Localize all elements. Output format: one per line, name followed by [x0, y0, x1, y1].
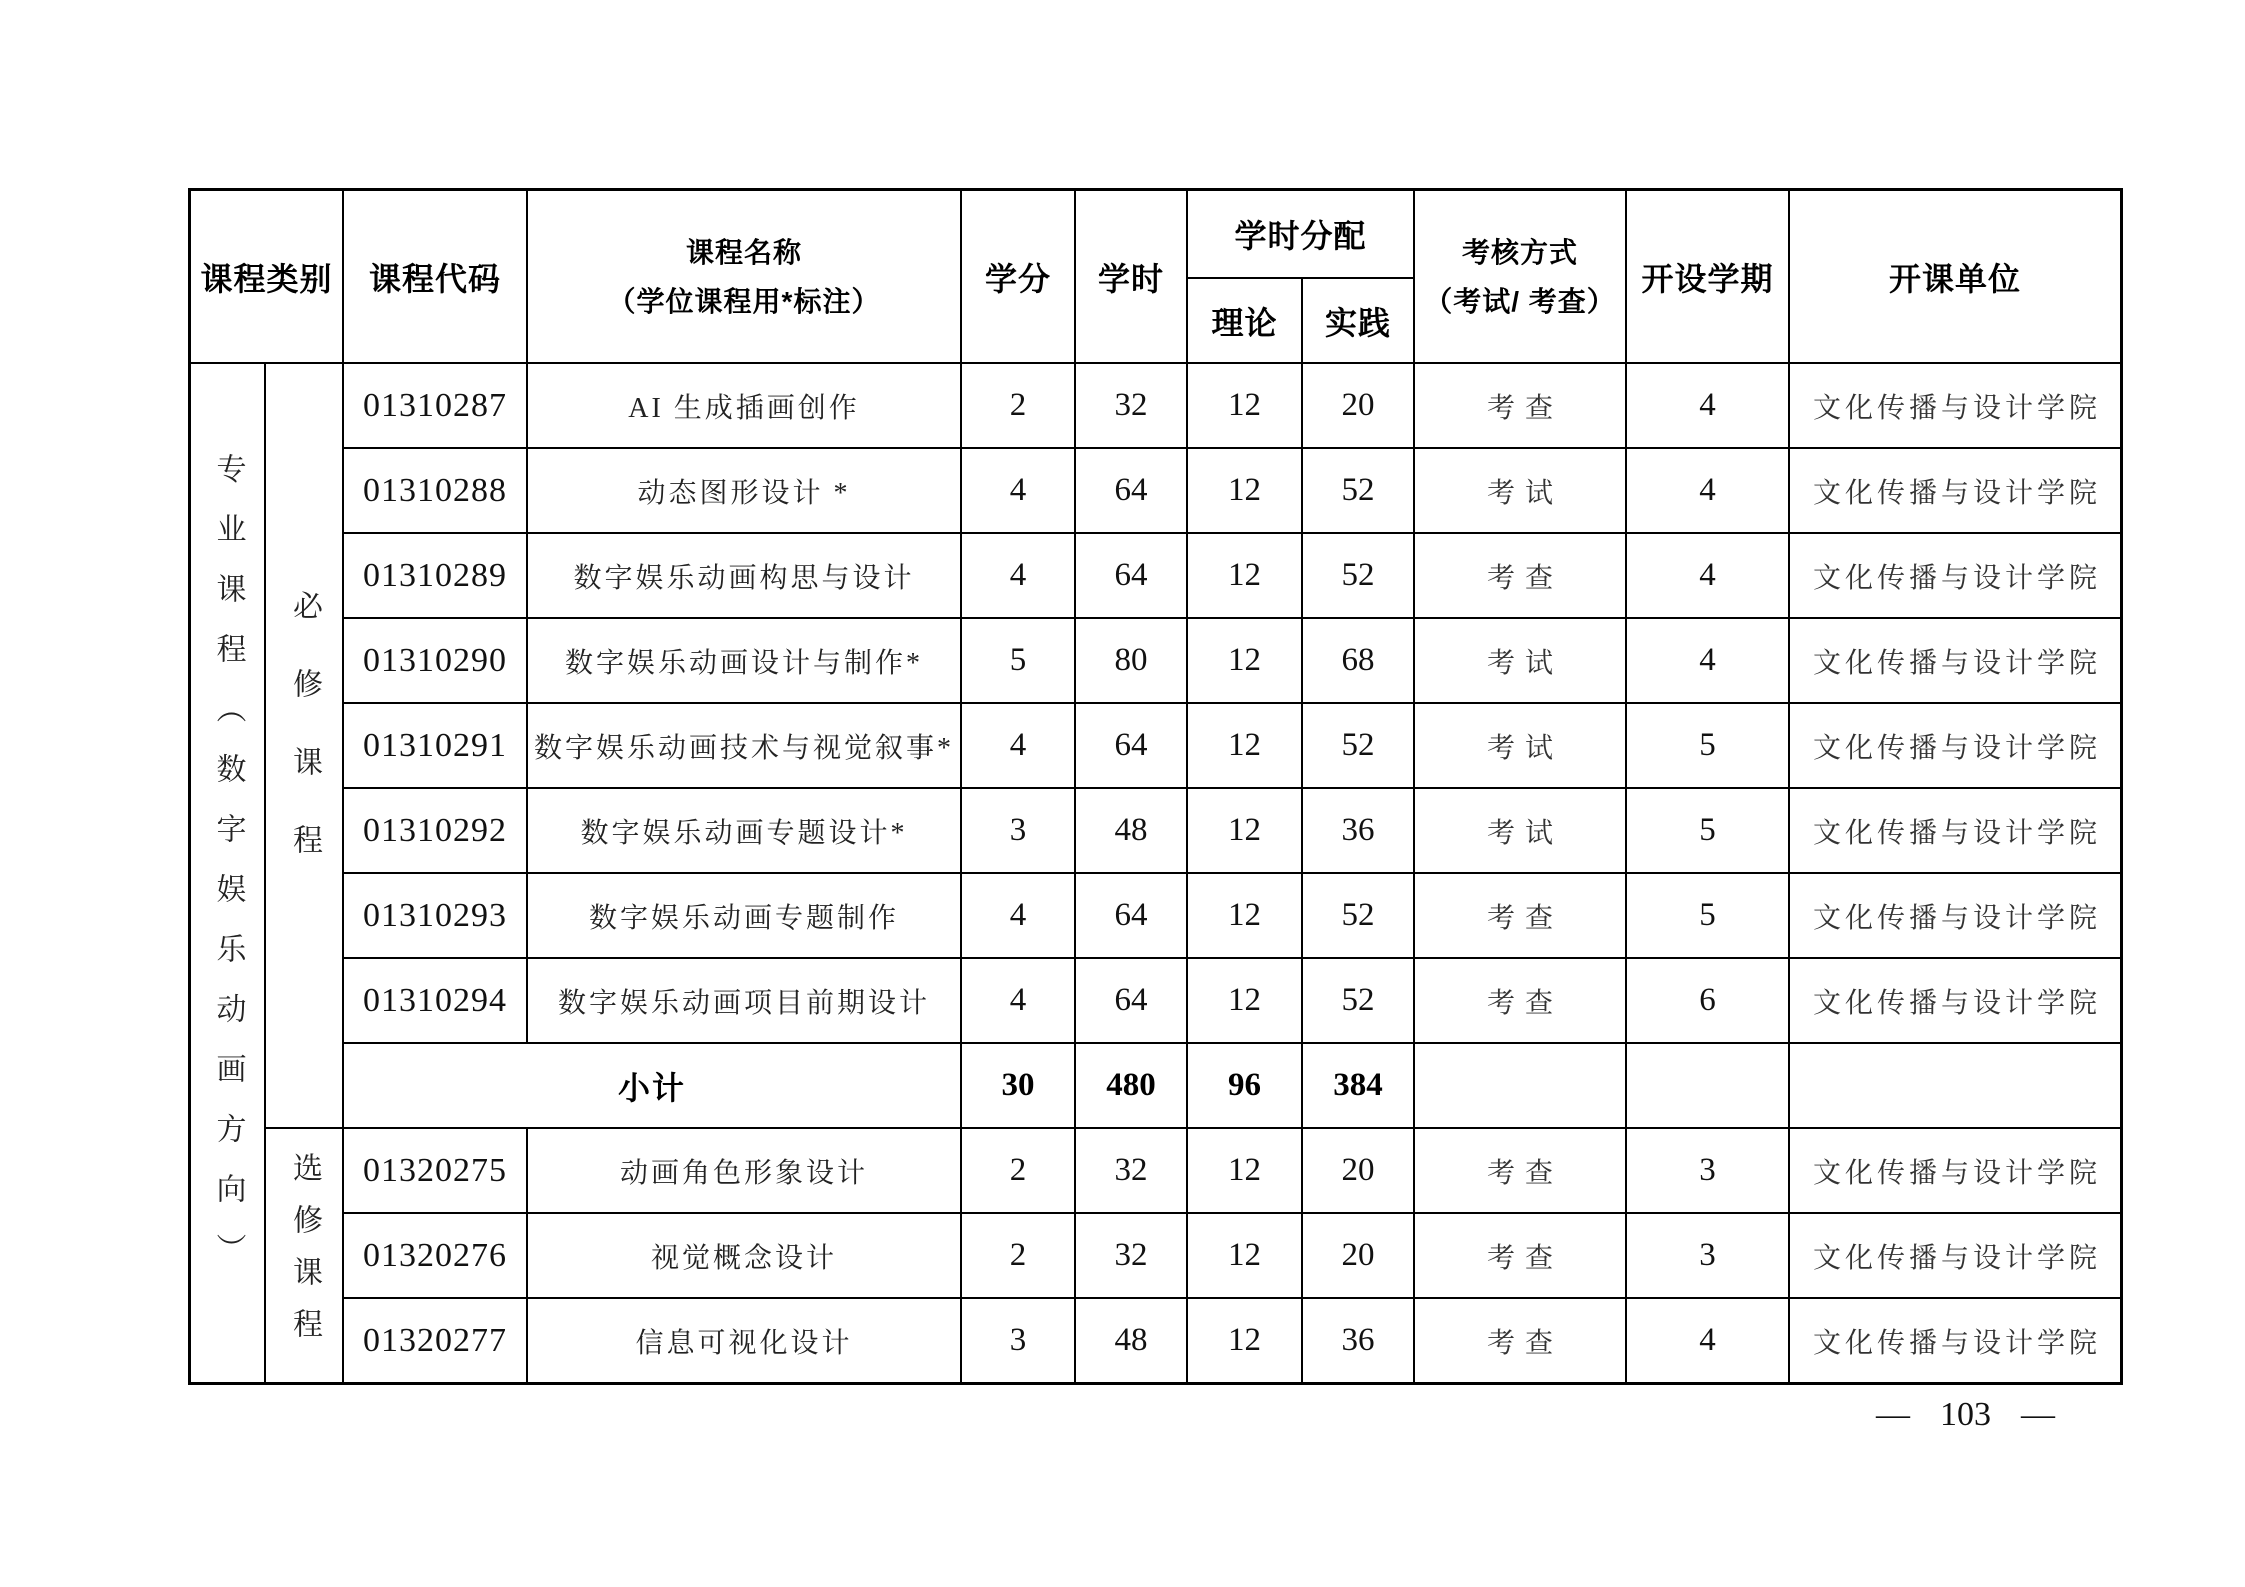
header-credits: 学分 [962, 191, 1074, 362]
course-hours: 32 [1076, 364, 1186, 447]
course-credits: 4 [962, 449, 1074, 532]
course-credits: 4 [962, 534, 1074, 617]
course-name: 数字娱乐动画项目前期设计 [528, 959, 960, 1042]
course-semester: 3 [1627, 1129, 1788, 1212]
required-group-cell [266, 364, 342, 1127]
course-unit: 文化传播与设计学院 [1790, 449, 2120, 532]
course-unit: 文化传播与设计学院 [1790, 534, 2120, 617]
course-credits: 2 [962, 1129, 1074, 1212]
header-practice: 实践 [1303, 279, 1413, 362]
course-unit: 文化传播与设计学院 [1790, 364, 2120, 447]
course-code: 01320275 [344, 1129, 526, 1212]
course-code: 01310293 [344, 874, 526, 957]
course-assessment: 考试 [1415, 449, 1625, 532]
page-number [1876, 1396, 2055, 1434]
course-semester: 5 [1627, 874, 1788, 957]
course-assessment: 考试 [1415, 789, 1625, 872]
course-hours: 32 [1076, 1214, 1186, 1297]
course-unit: 文化传播与设计学院 [1790, 704, 2120, 787]
course-assessment: 考试 [1415, 704, 1625, 787]
course-credits: 4 [962, 959, 1074, 1042]
course-hours: 48 [1076, 789, 1186, 872]
course-theory-hours: 12 [1188, 1214, 1301, 1297]
course-theory-hours: 12 [1188, 619, 1301, 702]
course-semester: 5 [1627, 789, 1788, 872]
course-theory-hours: 12 [1188, 449, 1301, 532]
course-practice-hours: 52 [1303, 534, 1413, 617]
course-semester: 4 [1627, 619, 1788, 702]
course-theory-hours: 12 [1188, 364, 1301, 447]
course-code: 01310289 [344, 534, 526, 617]
course-theory-hours: 12 [1188, 534, 1301, 617]
header-course-name [528, 191, 960, 362]
course-practice-hours: 20 [1303, 1129, 1413, 1212]
course-credits: 4 [962, 704, 1074, 787]
course-name: 动画角色形象设计 [528, 1129, 960, 1212]
course-code: 01310288 [344, 449, 526, 532]
course-theory-hours: 12 [1188, 874, 1301, 957]
course-assessment: 考查 [1415, 1214, 1625, 1297]
course-practice-hours: 52 [1303, 704, 1413, 787]
subtotal-theory-hours: 96 [1188, 1044, 1301, 1127]
course-theory-hours: 12 [1188, 789, 1301, 872]
course-credits: 3 [962, 789, 1074, 872]
course-name: 数字娱乐动画技术与视觉叙事* [528, 704, 960, 787]
subtotal-label: 小计 [344, 1044, 960, 1127]
course-theory-hours: 12 [1188, 704, 1301, 787]
subtotal-practice-hours: 384 [1303, 1044, 1413, 1127]
course-unit: 文化传播与设计学院 [1790, 959, 2120, 1042]
course-unit: 文化传播与设计学院 [1790, 1214, 2120, 1297]
course-practice-hours: 52 [1303, 874, 1413, 957]
page-number-value: 103 [1940, 1396, 1991, 1433]
course-theory-hours: 12 [1188, 1299, 1301, 1382]
course-code: 01310294 [344, 959, 526, 1042]
header-assessment-line1: 考核方式 [1461, 236, 1578, 268]
course-assessment: 考查 [1415, 959, 1625, 1042]
course-practice-hours: 36 [1303, 1299, 1413, 1382]
course-unit: 文化传播与设计学院 [1790, 1129, 2120, 1212]
course-hours: 64 [1076, 959, 1186, 1042]
header-theory: 理论 [1188, 279, 1301, 362]
course-unit: 文化传播与设计学院 [1790, 1299, 2120, 1382]
subtotal-hours: 480 [1076, 1044, 1186, 1127]
course-code: 01310292 [344, 789, 526, 872]
required-group-label: 必修课程 [288, 589, 321, 902]
course-hours: 64 [1076, 704, 1186, 787]
header-semester: 开设学期 [1627, 191, 1788, 362]
course-code: 01310291 [344, 704, 526, 787]
course-assessment: 考查 [1415, 874, 1625, 957]
course-theory-hours: 12 [1188, 959, 1301, 1042]
subtotal-empty-semester [1627, 1044, 1788, 1127]
course-credits: 2 [962, 1214, 1074, 1297]
course-name: 动态图形设计 * [528, 449, 960, 532]
course-practice-hours: 20 [1303, 1214, 1413, 1297]
course-credits: 2 [962, 364, 1074, 447]
course-semester: 6 [1627, 959, 1788, 1042]
course-unit: 文化传播与设计学院 [1790, 789, 2120, 872]
header-course-code: 课程代码 [344, 191, 526, 362]
course-hours: 64 [1076, 874, 1186, 957]
header-assessment [1415, 191, 1625, 362]
course-hours: 48 [1076, 1299, 1186, 1382]
course-code: 01320277 [344, 1299, 526, 1382]
course-practice-hours: 68 [1303, 619, 1413, 702]
course-semester: 3 [1627, 1214, 1788, 1297]
course-name: AI 生成插画创作 [528, 364, 960, 447]
header-hours-distribution: 学时分配 [1188, 191, 1413, 277]
course-hours: 32 [1076, 1129, 1186, 1212]
course-assessment: 考试 [1415, 619, 1625, 702]
course-hours: 64 [1076, 534, 1186, 617]
curriculum-table [188, 188, 2123, 1385]
course-name: 数字娱乐动画设计与制作* [528, 619, 960, 702]
course-practice-hours: 52 [1303, 959, 1413, 1042]
course-name: 数字娱乐动画构思与设计 [528, 534, 960, 617]
header-assessment-line2: （考试/ 考查） [1424, 285, 1616, 317]
category-cell [191, 364, 264, 1382]
course-assessment: 考查 [1415, 1129, 1625, 1212]
subtotal-credits: 30 [962, 1044, 1074, 1127]
course-semester: 5 [1627, 704, 1788, 787]
course-practice-hours: 20 [1303, 364, 1413, 447]
category-label: 专业课程（数字娱乐动画方向） [211, 453, 245, 1293]
subtotal-empty-assessment [1415, 1044, 1625, 1127]
course-hours: 64 [1076, 449, 1186, 532]
course-hours: 80 [1076, 619, 1186, 702]
course-credits: 5 [962, 619, 1074, 702]
course-semester: 4 [1627, 449, 1788, 532]
course-name: 数字娱乐动画专题设计* [528, 789, 960, 872]
course-code: 01320276 [344, 1214, 526, 1297]
subtotal-empty-unit [1790, 1044, 2120, 1127]
course-semester: 4 [1627, 1299, 1788, 1382]
course-credits: 3 [962, 1299, 1074, 1382]
course-assessment: 考查 [1415, 534, 1625, 617]
course-theory-hours: 12 [1188, 1129, 1301, 1212]
course-semester: 4 [1627, 364, 1788, 447]
header-course-name-line2: （学位课程用*标注） [607, 285, 881, 317]
course-practice-hours: 52 [1303, 449, 1413, 532]
course-code: 01310290 [344, 619, 526, 702]
elective-group-label: 选修课程 [288, 1151, 321, 1360]
elective-group-cell [266, 1129, 342, 1382]
course-credits: 4 [962, 874, 1074, 957]
header-course-category: 课程类别 [191, 191, 342, 362]
course-assessment: 考查 [1415, 364, 1625, 447]
header-unit: 开课单位 [1790, 191, 2120, 362]
course-name: 视觉概念设计 [528, 1214, 960, 1297]
course-practice-hours: 36 [1303, 789, 1413, 872]
course-name: 数字娱乐动画专题制作 [528, 874, 960, 957]
course-code: 01310287 [344, 364, 526, 447]
page-number-dash-right: — [2021, 1396, 2055, 1433]
header-hours: 学时 [1076, 191, 1186, 362]
course-assessment: 考查 [1415, 1299, 1625, 1382]
course-name: 信息可视化设计 [528, 1299, 960, 1382]
page-number-dash-left: — [1876, 1396, 1910, 1433]
course-unit: 文化传播与设计学院 [1790, 874, 2120, 957]
course-semester: 4 [1627, 534, 1788, 617]
header-course-name-line1: 课程名称 [685, 236, 802, 268]
course-unit: 文化传播与设计学院 [1790, 619, 2120, 702]
